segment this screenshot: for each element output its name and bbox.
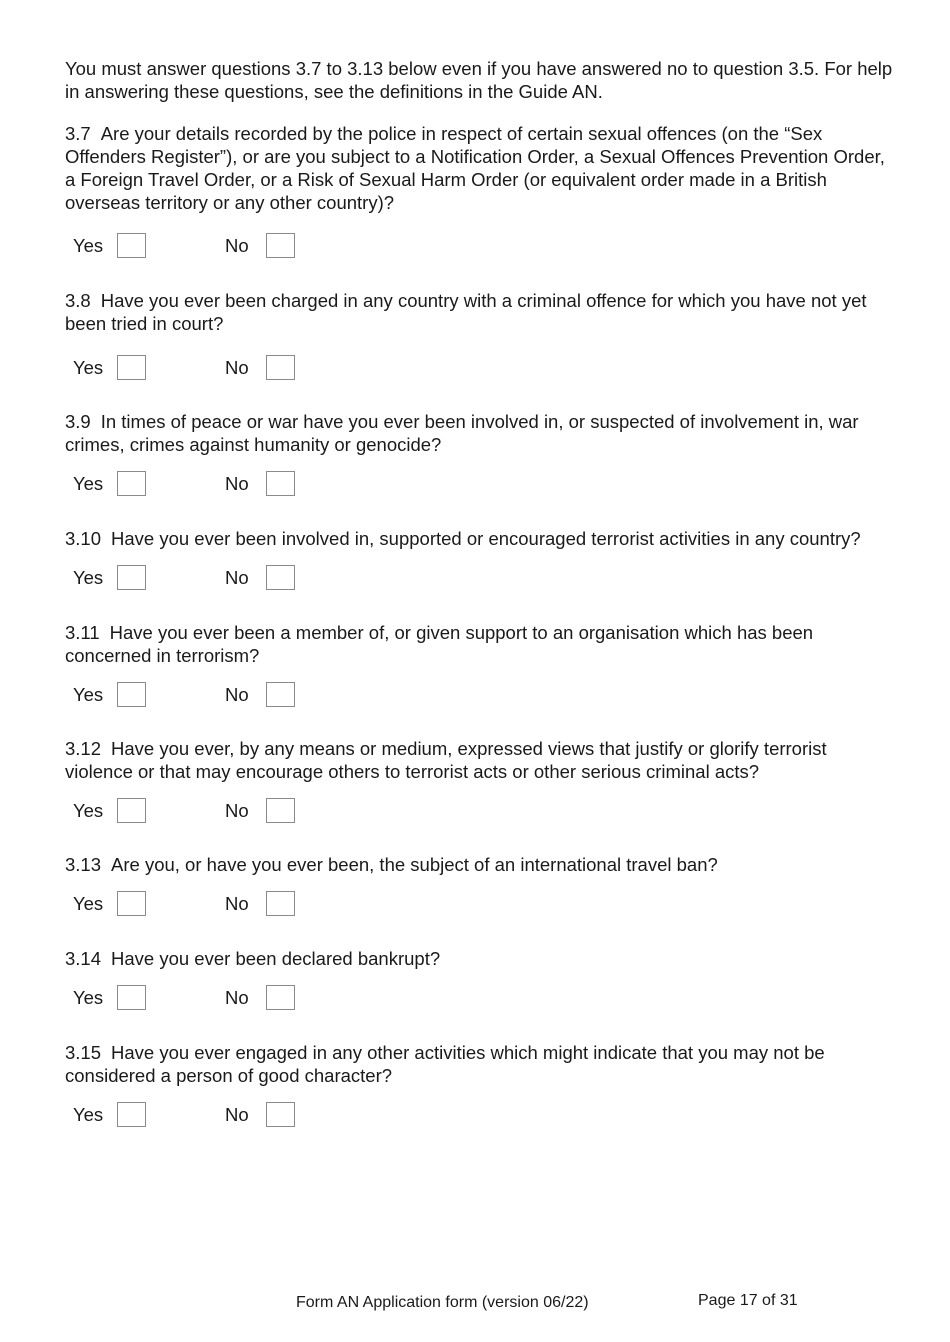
no-checkbox[interactable]: [266, 985, 295, 1010]
yes-checkbox[interactable]: [117, 471, 146, 496]
question-number: 3.14: [65, 948, 102, 969]
question-text: Have you ever been involved in, supported or encouraged terrorist activities in any country?: [111, 528, 861, 549]
yes-checkbox[interactable]: [117, 565, 146, 590]
question-3-10: [65, 527, 925, 550]
question-number: 3.7: [65, 123, 91, 144]
answers-3-10: [73, 565, 313, 593]
no-checkbox[interactable]: [266, 682, 295, 707]
no-checkbox[interactable]: [266, 565, 295, 590]
answers-3-12: [73, 798, 313, 826]
question-3-14: [65, 947, 895, 970]
no-label: No: [225, 567, 249, 588]
footer-form-version: Form AN Application form (version 06/22): [296, 1294, 589, 1311]
yes-label: Yes: [73, 893, 104, 914]
question-text: Have you ever been charged in any country with a criminal offence for which you have not yet been tried in court?: [65, 290, 867, 334]
question-3-11: [65, 621, 895, 667]
answers-3-13: [73, 891, 313, 919]
question-text: Have you ever engaged in any other activities which might indicate that you may not be considered a person of good character?: [65, 1042, 825, 1086]
answers-3-15: [73, 1102, 313, 1130]
answers-3-9: [73, 471, 313, 499]
no-label: No: [225, 893, 249, 914]
question-text: Have you ever, by any means or medium, expressed views that justify or glorify terrorist violence or that may encourage others to terrorist acts or other serious criminal acts?: [65, 738, 827, 782]
no-label: No: [225, 800, 249, 821]
yes-checkbox[interactable]: [117, 233, 146, 258]
yes-label: Yes: [73, 1104, 104, 1125]
yes-label: Yes: [73, 357, 104, 378]
question-number: 3.9: [65, 411, 91, 432]
answers-3-8: [73, 355, 313, 383]
question-number: 3.15: [65, 1042, 102, 1063]
question-text: Are you, or have you ever been, the subject of an international travel ban?: [111, 854, 718, 875]
question-3-12: [65, 737, 895, 783]
answers-3-11: [73, 682, 313, 710]
yes-checkbox[interactable]: [117, 891, 146, 916]
question-3-13: [65, 853, 895, 876]
no-label: No: [225, 987, 249, 1008]
yes-label: Yes: [73, 800, 104, 821]
no-label: No: [225, 473, 249, 494]
yes-checkbox[interactable]: [117, 798, 146, 823]
question-number: 3.12: [65, 738, 102, 759]
yes-label: Yes: [73, 473, 104, 494]
answers-3-14: [73, 985, 313, 1013]
no-checkbox[interactable]: [266, 798, 295, 823]
yes-label: Yes: [73, 567, 104, 588]
no-checkbox[interactable]: [266, 1102, 295, 1127]
no-label: No: [225, 235, 249, 256]
no-checkbox[interactable]: [266, 355, 295, 380]
yes-checkbox[interactable]: [117, 355, 146, 380]
intro-paragraph: You must answer questions 3.7 to 3.13 below even if you have answered no to question 3.5. For help in answering these questions, see the definitions in the Guide AN.: [65, 58, 893, 102]
question-number: 3.11: [65, 622, 100, 643]
yes-label: Yes: [73, 684, 104, 705]
yes-checkbox[interactable]: [117, 985, 146, 1010]
question-3-9: [65, 410, 895, 456]
no-label: No: [225, 357, 249, 378]
question-text: Are your details recorded by the police in respect of certain sexual offences (on the “Sex Offenders Register”), or are you subject to a Notification Order, a Sexual Offences Prevention Order, a Foreign Travel Order, or a Risk of Sexual Harm Order (or equivalent order made in a British overseas territory or any other country)?: [65, 123, 885, 213]
footer-page-number: Page 17 of 31: [698, 1292, 798, 1309]
question-text: In times of peace or war have you ever been involved in, or suspected of involvement in, war crimes, crimes against humanity or genocide?: [65, 411, 859, 455]
question-number: 3.8: [65, 290, 91, 311]
question-text: Have you ever been a member of, or given support to an organisation which has been concerned in terrorism?: [65, 622, 814, 666]
answers-3-7: [73, 233, 313, 261]
question-3-8: [65, 289, 895, 335]
question-text: Have you ever been declared bankrupt?: [111, 948, 441, 969]
no-label: No: [225, 1104, 249, 1125]
no-checkbox[interactable]: [266, 471, 295, 496]
question-3-15: [65, 1041, 895, 1087]
yes-label: Yes: [73, 987, 104, 1008]
yes-checkbox[interactable]: [117, 1102, 146, 1127]
no-checkbox[interactable]: [266, 891, 295, 916]
question-number: 3.10: [65, 528, 102, 549]
question-3-7: [65, 122, 895, 214]
no-checkbox[interactable]: [266, 233, 295, 258]
yes-checkbox[interactable]: [117, 682, 146, 707]
no-label: No: [225, 684, 249, 705]
yes-label: Yes: [73, 235, 104, 256]
question-number: 3.13: [65, 854, 102, 875]
